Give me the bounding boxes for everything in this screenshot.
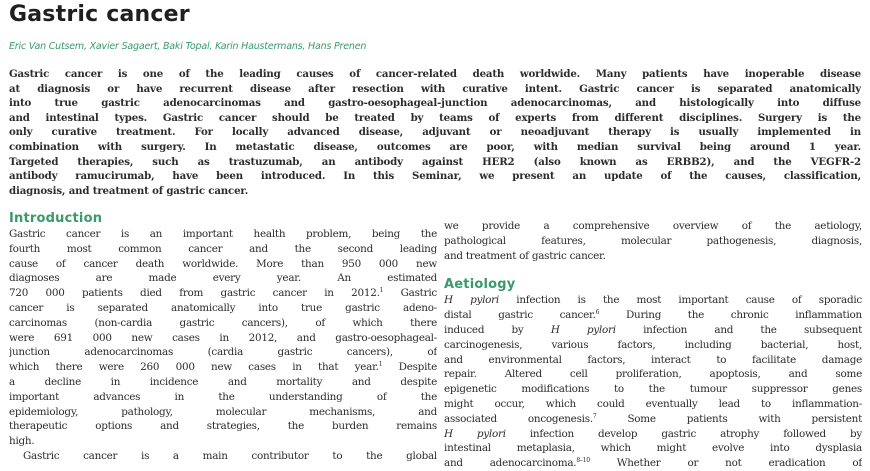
body-line [9,360,437,375]
body-line: were 691 000 new cases in 2012, and gastro-oesophageal- [9,331,437,344]
body-line: Gastric cancer is a main contributor to the global [23,449,437,462]
citation-ref[interactable]: 7 [592,412,597,420]
body-text: infection and the subsequent [643,323,862,336]
abstract-line: only curative treatment. For locally advanced disease, adjuvant or neoadjuvant therapy is usually implemented in [9,126,861,139]
organism-name: H pylori [444,427,506,440]
body-line: important advances in the understanding of the [9,390,437,403]
body-line: carcinomas (non-cardia gastric cancers), of which there [9,316,437,329]
body-text: distal gastric cancer. [444,309,596,322]
body-text: 720 000 patients died from gastric cancer in 2012. [9,287,380,300]
body-text: induced by [444,323,524,336]
author-list: Eric Van Cutsem, Xavier Sagaert, Baki Topal, Karin Haustermans, Hans Prenen [9,41,367,52]
body-line: high. [9,435,35,448]
body-line [444,293,862,308]
right-column [444,211,862,471]
body-line: a decline in incidence and mortality and despite [9,375,437,388]
abstract-line: into true gastric adenocarcinomas and gastro-oesophageal-junction adenocarcinomas, and histologically into diffuse [9,97,861,110]
body-text: associated oncogenesis. [444,412,593,425]
citation-ref[interactable]: 8–10 [576,457,590,465]
body-line: diagnoses are made every year. An estimated [9,272,437,285]
organism-name: H pylori [444,294,499,307]
section-heading-introduction: Introduction [9,211,103,226]
body-text: Gastric [400,287,437,300]
citation-ref[interactable]: 6 [595,309,600,317]
body-line [444,456,862,471]
citation-ref[interactable]: 1 [379,287,384,295]
body-line: intestinal metaplasia, which might evolve into dysplasia [444,442,862,455]
body-text: and adenocarcinoma. [444,457,577,470]
body-line [444,427,862,442]
body-line: and treatment of gastric cancer. [444,249,606,262]
spacer [444,263,862,277]
body-line: epidemiology, pathology, molecular mechanisms, and [9,405,437,418]
body-text: infection is the most important cause of sporadic [516,294,862,307]
body-line: fourth most common cancer and the second leading [9,242,437,255]
body-line: and environmental factors, interact to facilitate damage [444,353,862,366]
abstract-line: Targeted therapies, such as trastuzumab, an antibody against HER2 (also known as ERBB2), and the VEGFR-2 [9,155,861,168]
body-line: therapeutic options and strategies, the burden remains [9,420,437,433]
body-line: might occur, which could eventually lead to inflammation- [444,397,862,410]
body-line: cancer is separated anatomically into true gastric adeno- [9,301,437,314]
abstract-line: Gastric cancer is one of the leading causes of cancer-related death worldwide. Many patients have inoperable disease [9,68,861,80]
article-title: Gastric cancer [9,2,190,27]
abstract-line: antibody ramucirumab, have been introduced. In this Seminar, we present an update of the causes, classification, [9,170,861,183]
body-line: repair. Altered cell proliferation, apoptosis, and some [444,368,862,381]
body-line [9,286,437,301]
abstract-line: combination with surgery. In metastatic disease, outcomes are poor, with median survival being around 1 year. [9,140,861,153]
section-heading-aetiology: Aetiology [444,277,516,293]
body-line: we provide a comprehensive overview of the aetiology, [444,220,862,232]
body-text: During the chronic inflammation [625,309,862,322]
body-line: pathological features, molecular pathogenesis, diagnosis, [444,234,862,247]
left-column [9,211,437,464]
organism-name: H pylori [550,323,616,336]
abstract-line: and intestinal types. Gastric cancer should be treated by teams of experts from different disciplines. Surgery is the [9,111,861,124]
body-line: Gastric cancer is an important health problem, being the [9,228,437,240]
spacer [444,211,862,219]
body-text: Despite [398,361,437,374]
citation-ref[interactable]: 1 [378,361,383,369]
body-line: cause of cancer death worldwide. More than 950 000 new [9,257,437,270]
abstract [9,67,861,198]
body-text: Whether or not eradication of [616,457,862,470]
body-line: epigenetic modifications to the tumour suppressor genes [444,383,862,396]
body-line [444,308,862,323]
body-line [444,412,862,427]
body-line: carcinogenesis, various factors, including bacterial, host, [444,338,862,351]
abstract-line: diagnosis, and treatment of gastric cancer. [9,184,249,197]
body-text: which there were 260 000 new cases in that year. [9,361,379,374]
body-line: junction adenocarcinomas (cardia gastric cancers), of [9,346,437,359]
body-text: Some patients with persistent [627,412,862,425]
abstract-line: at diagnosis or have recurrent disease after resection with curative intent. Gastric cancer is separated anatomically [9,82,861,95]
body-text: infection develop gastric atrophy followed by [529,427,862,440]
body-line [444,323,862,338]
